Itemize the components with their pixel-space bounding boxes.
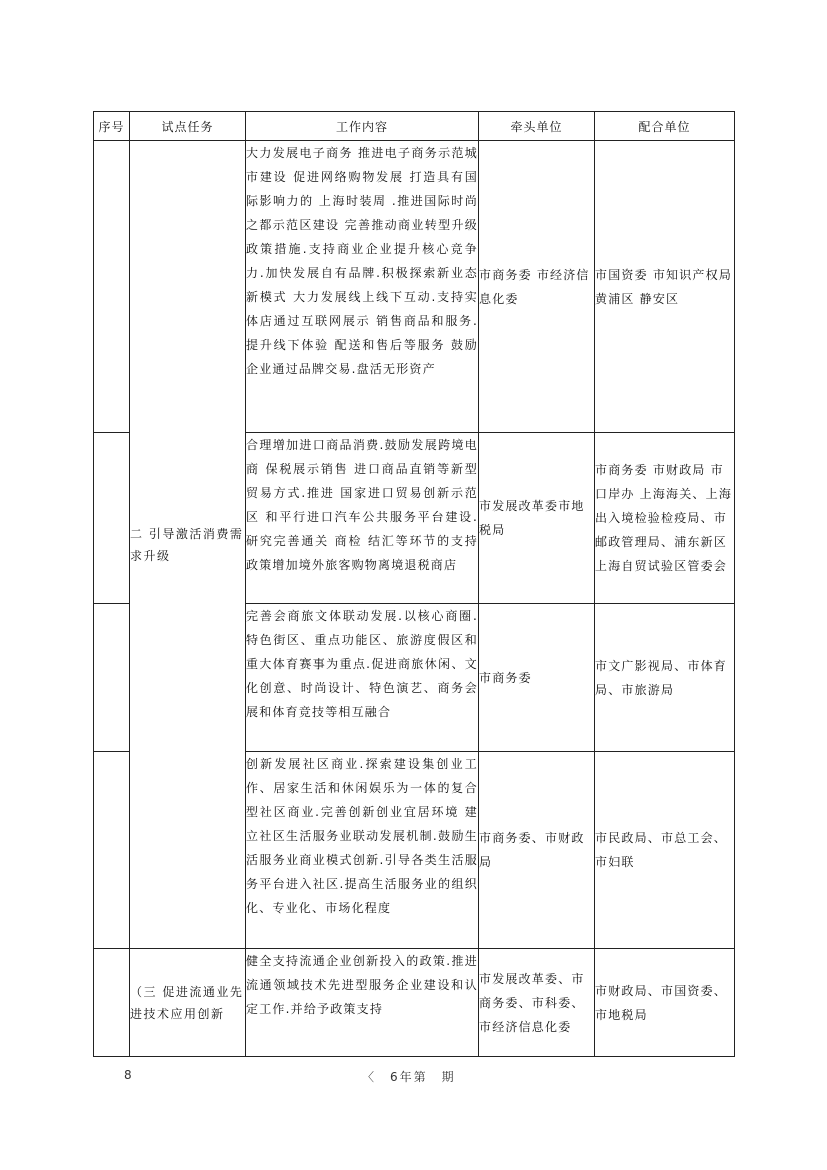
- table-header-row: [94, 112, 735, 141]
- index-cell: [94, 141, 130, 433]
- table-row: [94, 949, 735, 1057]
- partner-unit-cell: 市商务委 市财政局 市口岸办 上海海关、上海出入境检验检疫局、市邮政管理局、浦东新区 上海自贸试验区管委会: [595, 433, 735, 604]
- lead-unit-cell: 市商务委 市经济信息化委: [479, 141, 595, 433]
- content-cell: 完善会商旅文体联动发展.以核心商圈.特色街区、重点功能区、旅游度假区和重大体育赛事为重点.促进商旅休闲、文化创意、时尚设计、特色演艺、商务会展和体育竞技等相互融合: [246, 604, 479, 752]
- index-cell: [94, 752, 130, 949]
- task-cell: （三 促进流通业先进技术应用创新: [130, 949, 246, 1057]
- header-content: 工作内容: [246, 112, 479, 141]
- header-task: 试点任务: [130, 112, 246, 141]
- content-cell: 合理增加进口商品消费.鼓励发展跨境电商 保税展示销售 进口商品直销等新型贸易方式.推进 国家进口贸易创新示范区 和平行进口汽车公共服务平台建设.研究完善通关 商检 结汇等环节的支持政策增加境外旅客购物离境退税商店: [246, 433, 479, 604]
- lead-unit-cell: 市商务委、市财政局: [479, 752, 595, 949]
- index-cell: [94, 604, 130, 752]
- index-cell: [94, 433, 130, 604]
- lead-unit-cell: 市发展改革委市地税局: [479, 433, 595, 604]
- page-number: 8: [124, 1068, 134, 1082]
- task-table: [93, 111, 735, 1057]
- header-partner-unit: 配合单位: [595, 112, 735, 141]
- partner-unit-cell: 市文广影视局、市体育局、市旅游局: [595, 604, 735, 752]
- header-index: 序号: [94, 112, 130, 141]
- table-row: [94, 141, 735, 433]
- content-cell: 健全支持流通企业创新投入的政策.推进流通领域技术先进型服务企业建设和认定工作.并给予政策支持: [246, 949, 479, 1057]
- index-cell: [94, 949, 130, 1057]
- issue-label: 〈 6年第 期: [362, 1070, 456, 1084]
- content-cell: 大力发展电子商务 推进电子商务示范城市建设 促进网络购物发展 打造具有国际影响力的 上海时装周 .推进国际时尚之都示范区建设 完善推动商业转型升级政策措施.支持商业企业提升核心竞争力.加快发展自有品牌.积极探索新业态 新模式 大力发展线上线下互动.支持实体店通过互联网展示 销售商品和服务.提升线下体验 配送和售后等服务 鼓励企业通过品牌交易.盘活无形资产: [246, 141, 479, 433]
- header-lead-unit: 牵头单位: [479, 112, 595, 141]
- partner-unit-cell: 市国资委 市知识产权局 黄浦区 静安区: [595, 141, 735, 433]
- lead-unit-cell: 市发展改革委、市商务委、市科委、市经济信息化委: [479, 949, 595, 1057]
- lead-unit-cell: 市商务委: [479, 604, 595, 752]
- partner-unit-cell: 市民政局、市总工会、市妇联: [595, 752, 735, 949]
- content-cell: 创新发展社区商业.探索建设集创业工作、居家生活和休闲娱乐为一体的复合型社区商业.完善创新创业宜居环境 建立社区生活服务业联动发展机制.鼓励生活服务业商业模式创新.引导各类生活服务平台进入社区.提高生活服务业的组织化、专业化、市场化程度: [246, 752, 479, 949]
- group-task-cell: 二 引导激活消费需求升级: [130, 141, 246, 949]
- partner-unit-cell: 市财政局、市国资委、市地税局: [595, 949, 735, 1057]
